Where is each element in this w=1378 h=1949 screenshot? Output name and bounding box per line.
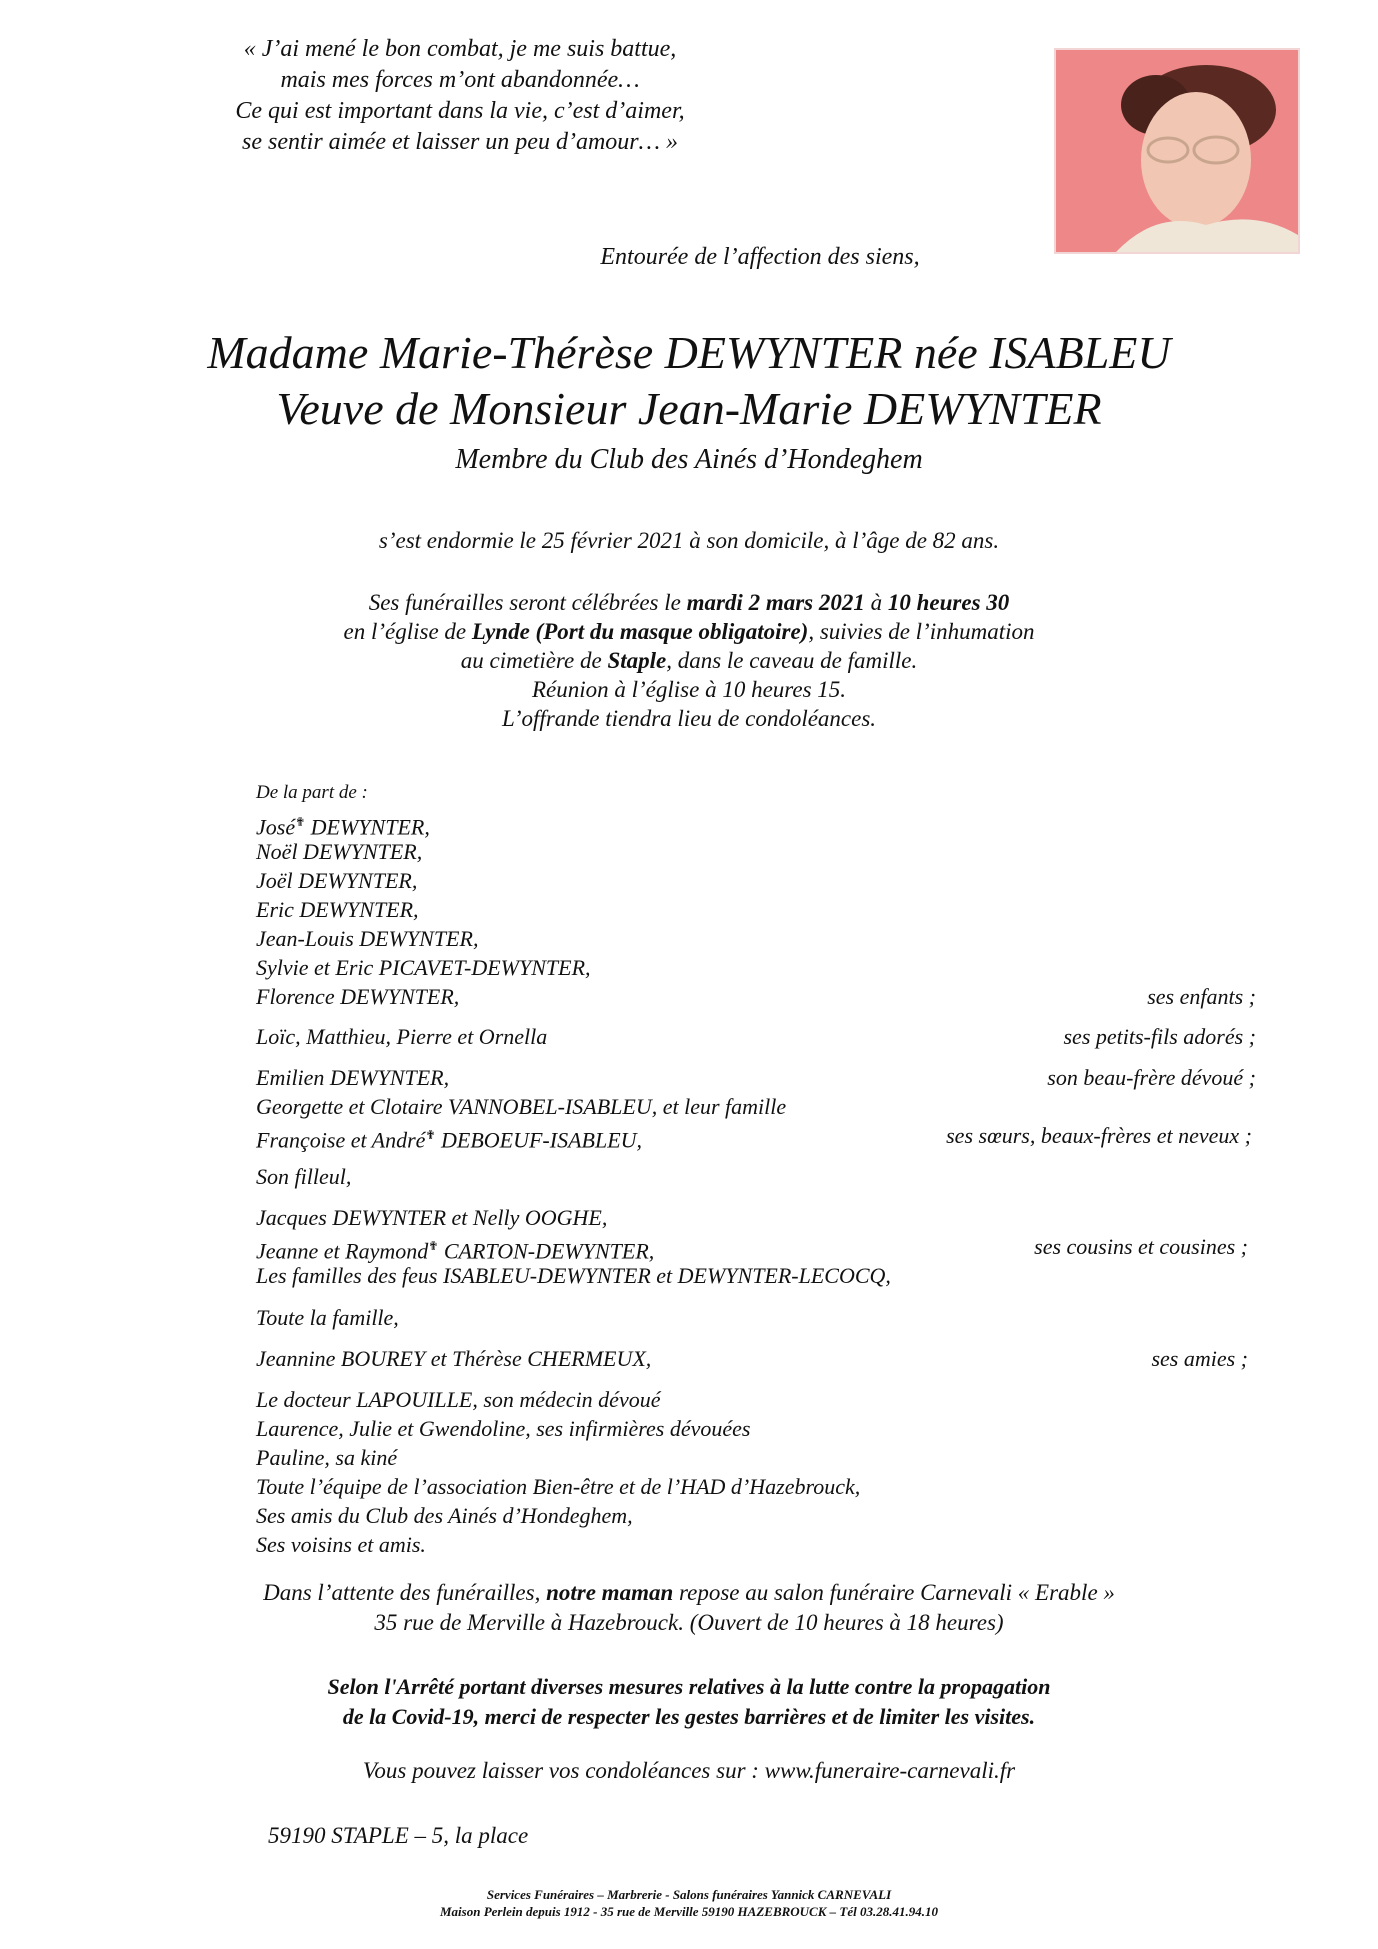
family-row: Pauline, sa kiné — [256, 1445, 398, 1470]
death-announcement: s’est endormie le 25 février 2021 à son domicile, à l’âge de 82 ans. — [378, 528, 1000, 553]
epitaph-quote — [200, 34, 720, 158]
portrait-photo — [1054, 48, 1300, 254]
family-row: Emilien DEWYNTER, son beau-frère dévoué ; — [256, 1065, 1256, 1090]
family-row: Georgette et Clotaire VANNOBEL-ISABLEU, et leur famille — [256, 1094, 787, 1119]
family-row: Ses voisins et amis. — [256, 1532, 426, 1557]
deceased-name: Madame Marie-Thérèse DEWYNTER née ISABLEU — [207, 327, 1171, 378]
funeral-line-5: L’offrande tiendra lieu de condoléances. — [501, 706, 877, 731]
quote-line: « J’ai mené le bon combat, je me suis battue, — [243, 36, 677, 62]
quote-line: Ce qui est important dans la vie, c’est d’aimer, — [235, 98, 685, 124]
family-row: Jean-Louis DEWYNTER, — [256, 926, 479, 951]
funeral-line-4: Réunion à l’église à 10 heures 15. — [531, 677, 847, 702]
intro-text: Entourée de l’affection des siens, — [600, 244, 920, 270]
funeral-details — [0, 588, 1378, 733]
family-row: Jeannine BOUREY et Thérèse CHERMEUX, ses amies ; — [256, 1346, 1248, 1371]
quote-line: mais mes forces m’ont abandonnée… — [280, 67, 640, 93]
footer — [0, 1886, 1378, 1920]
deceased-cross-icon: ✟ — [425, 1128, 436, 1142]
deceased-cross-icon: ✟ — [295, 815, 306, 829]
family-row: Françoise et André✟ DEBOEUF-ISABLEU, ses sœurs, beaux-frères et neveux ; — [256, 1123, 1252, 1153]
family-row: Jacques DEWYNTER et Nelly OOGHE, — [256, 1205, 608, 1230]
family-row: Florence DEWYNTER, ses enfants ; — [256, 984, 1256, 1009]
relation-label: ses cousins et cousines ; — [1034, 1234, 1248, 1259]
family-row: Joël DEWYNTER, — [256, 868, 418, 893]
from-label: De la part de : — [256, 782, 368, 803]
quote-line: se sentir aimée et laisser un peu d’amour… » — [242, 129, 678, 155]
family-row: Sylvie et Eric PICAVET-DEWYNTER, — [256, 955, 591, 980]
family-row: Ses amis du Club des Ainés d’Hondeghem, — [256, 1503, 633, 1528]
family-row: José✟ DEWYNTER, — [256, 814, 430, 840]
family-row: Le docteur LAPOUILLE, son médecin dévoué — [256, 1387, 661, 1412]
home-address: 59190 STAPLE – 5, la place — [268, 1823, 529, 1848]
funeral-line-3: au cimetière de Staple, dans le caveau de famille. — [460, 648, 918, 673]
relation-label: ses enfants ; — [1147, 984, 1256, 1009]
spouse-line: Veuve de Monsieur Jean-Marie DEWYNTER — [276, 383, 1102, 434]
covid-line: de la Covid-19, merci de respecter les gestes barrières et de limiter les visites. — [342, 1704, 1036, 1729]
footer-line: Maison Perlein depuis 1912 - 35 rue de Merville 59190 HAZEBROUCK – Tél 03.28.41.94.10 — [440, 1904, 938, 1919]
family-row: Eric DEWYNTER, — [256, 897, 419, 922]
family-row: Loïc, Matthieu, Pierre et Ornella ses petits-fils adorés ; — [256, 1024, 1256, 1049]
salon-line-2: 35 rue de Merville à Hazebrouck. (Ouvert de 10 heures à 18 heures) — [374, 1610, 1004, 1635]
portrait-illustration — [1056, 50, 1298, 252]
funeral-home-info — [0, 1578, 1378, 1638]
condolences-link: Vous pouvez laisser vos condoléances sur : www.funeraire-carnevali.fr — [362, 1758, 1016, 1783]
family-row: Toute l’équipe de l’association Bien-être et de l’HAD d’Hazebrouck, — [256, 1474, 861, 1499]
relation-label: ses amies ; — [1151, 1346, 1248, 1371]
family-row: Son filleul, — [256, 1164, 352, 1189]
relation-label: ses sœurs, beaux-frères et neveux ; — [946, 1123, 1252, 1148]
family-row: Les familles des feus ISABLEU-DEWYNTER et DEWYNTER-LECOCQ, — [256, 1263, 891, 1288]
relation-label: ses petits-fils adorés ; — [1063, 1024, 1256, 1049]
salon-line-1: Dans l’attente des funérailles, notre maman repose au salon funéraire Carnevali « Erable » — [263, 1580, 1115, 1605]
covid-notice — [0, 1672, 1378, 1732]
deceased-cross-icon: ✟ — [428, 1239, 439, 1253]
footer-line: Services Funéraires – Marbrerie - Salons funéraires Yannick CARNEVALI — [486, 1887, 892, 1902]
family-row: Noël DEWYNTER, — [256, 839, 423, 864]
covid-line: Selon l'Arrêté portant diverses mesures relatives à la lutte contre la propagation — [327, 1674, 1051, 1699]
funeral-line-2: en l’église de Lynde (Port du masque obligatoire), suivies de l’inhumation — [343, 619, 1035, 644]
family-row: Jeanne et Raymond✟ CARTON-DEWYNTER, ses cousins et cousines ; — [256, 1234, 1248, 1264]
membership-line: Membre du Club des Ainés d’Hondeghem — [455, 444, 923, 475]
relation-label: son beau-frère dévoué ; — [1047, 1065, 1256, 1090]
funeral-line-1: Ses funérailles seront célébrées le mardi 2 mars 2021 à 10 heures 30 — [368, 590, 1010, 615]
family-row: Toute la famille, — [256, 1305, 399, 1330]
family-row: Laurence, Julie et Gwendoline, ses infirmières dévouées — [256, 1416, 751, 1441]
